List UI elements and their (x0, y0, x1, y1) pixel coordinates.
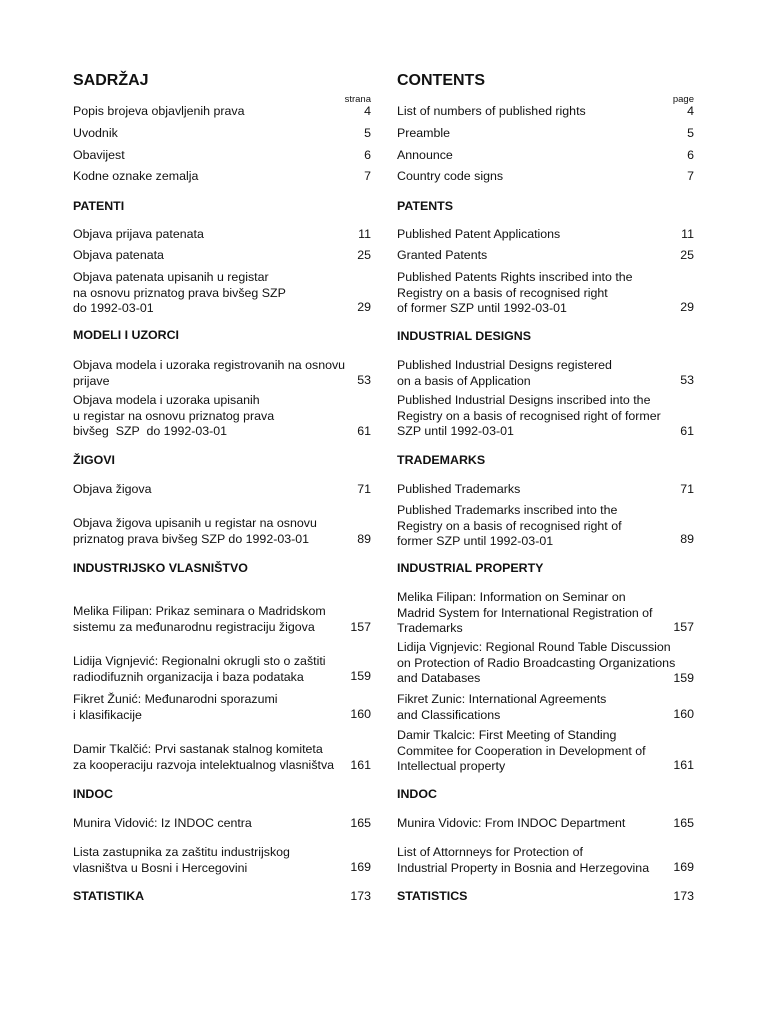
toc-page: 161 (673, 758, 694, 772)
toc-entry: Lidija Vignjevic: Regional Round Table Discussion on Protection of Radio Broadcasting Organizations and Databases (397, 640, 676, 685)
section-heading: MODELI I UZORCI (73, 328, 180, 342)
section-heading: INDUSTRIAL DESIGNS (397, 329, 532, 343)
page-column-label: strana (344, 94, 371, 105)
page-title: SADRŽAJ (73, 72, 149, 89)
toc-page: 89 (357, 532, 371, 546)
toc-page: 7 (364, 169, 371, 183)
section-heading: PATENTI (73, 199, 125, 213)
section-heading: INDOC (397, 787, 437, 801)
toc-entry: Lidija Vignjević: Regionalni okrugli sto o zaštiti radiodifuznih organizacija i baza podataka (73, 654, 326, 684)
toc-entry: Preamble (397, 126, 451, 140)
toc-page: 11 (358, 227, 371, 241)
toc-page: 61 (680, 424, 694, 438)
toc-page: 6 (687, 148, 694, 162)
toc-page: 173 (673, 889, 694, 903)
section-heading: ŽIGOVI (73, 453, 115, 467)
toc-page: 53 (357, 373, 371, 387)
toc-page: 61 (357, 424, 371, 438)
toc-page: 11 (681, 227, 694, 241)
section-heading: INDUSTRIJSKO VLASNIŠTVO (73, 561, 248, 575)
toc-page: 4 (364, 104, 371, 118)
section-heading: INDUSTRIAL PROPERTY (397, 561, 544, 575)
toc-page: 159 (350, 669, 371, 683)
section-heading: TRADEMARKS (397, 453, 486, 467)
toc-page: 4 (687, 104, 694, 118)
toc-entry: Announce (397, 148, 453, 162)
toc-entry: Objava patenata (73, 248, 164, 262)
toc-entry: Munira Vidović: Iz INDOC centra (73, 816, 252, 830)
page-title: CONTENTS (397, 72, 485, 89)
toc-entry: List of Attornneys for Protection of Industrial Property in Bosnia and Herzegovina (397, 845, 650, 875)
toc-page: 5 (364, 126, 371, 140)
toc-entry: Published Industrial Designs inscribed into the Registry on a basis of recognised right of former SZP until 1992-03-01 (397, 393, 661, 438)
toc-page: 157 (350, 620, 371, 634)
toc-entry: Granted Patents (397, 248, 488, 262)
toc-page: 169 (673, 860, 694, 874)
toc-page: 6 (364, 148, 371, 162)
toc-page: 5 (687, 126, 694, 140)
toc-entry: Uvodnik (73, 126, 118, 140)
section-heading: INDOC (73, 787, 113, 801)
toc-page: 71 (357, 482, 371, 496)
toc-entry: Published Trademarks inscribed into the Registry on a basis of recognised right of former SZP until 1992-03-01 (397, 503, 622, 548)
section-heading: PATENTS (397, 199, 453, 213)
toc-entry: Melika Filipan: Information on Seminar on Madrid System for International Registration of Trademarks (397, 590, 653, 635)
toc-page: 29 (357, 300, 371, 314)
toc-entry: Objava patenata upisanih u registar na osnovu priznatog prava bivšeg SZP do 1992-03-01 (73, 270, 286, 315)
toc-page: 53 (680, 373, 694, 387)
toc-page: 7 (687, 169, 694, 183)
toc-page: 71 (680, 482, 694, 496)
toc-page: 160 (350, 707, 371, 721)
toc-entry: Munira Vidovic: From INDOC Department (397, 816, 626, 830)
toc-entry: Published Patents Rights inscribed into the Registry on a basis of recognised right of former SZP until 1992-03-01 (397, 270, 633, 315)
toc-page: 169 (350, 860, 371, 874)
section-heading: STATISTIKA (73, 889, 145, 903)
toc-entry: Obavijest (73, 148, 125, 162)
toc-entry: Kodne oznake zemalja (73, 169, 199, 183)
toc-entry: Melika Filipan: Prikaz seminara o Madridskom sistemu za međunarodnu registraciju žigova (73, 604, 326, 634)
toc-page: 25 (680, 248, 694, 262)
toc-entry: Damir Tkalcic: First Meeting of Standing Commitee for Cooperation in Development of Intellectual property (397, 728, 646, 773)
toc-page: 173 (350, 889, 371, 903)
toc-entry: Objava žigova upisanih u registar na osnovu priznatog prava bivšeg SZP do 1992-03-01 (73, 516, 317, 546)
toc-entry: Country code signs (397, 169, 504, 183)
toc-page: 165 (350, 816, 371, 830)
toc-entry: Published Patent Applications (397, 227, 561, 241)
toc-entry: Objava modela i uzoraka upisanih u registar na osnovu priznatog prava bivšeg SZP do 1992-03-01 (73, 393, 275, 438)
toc-page: 25 (357, 248, 371, 262)
toc-entry: Objava prijava patenata (73, 227, 204, 241)
toc-page: 161 (350, 758, 371, 772)
toc-entry: Popis brojeva objavljenih prava (73, 104, 245, 118)
toc-entry: Damir Tkalčić: Prvi sastanak stalnog komiteta za kooperaciju razvoja intelektualnog vlasništva (73, 742, 335, 772)
section-heading: STATISTICS (397, 889, 468, 903)
toc-entry: List of numbers of published rights (397, 104, 586, 118)
toc-entry: Objava žigova (73, 482, 152, 496)
toc-entry: Lista zastupnika za zaštitu industrijskog vlasništva u Bosni i Hercegovini (73, 845, 290, 875)
toc-entry: Published Industrial Designs registered on a basis of Application (397, 358, 612, 388)
toc-entry: Published Trademarks (397, 482, 521, 496)
toc-entry: Objava modela i uzoraka registrovanih na osnovu prijave (73, 358, 346, 388)
toc-page: 165 (673, 816, 694, 830)
toc-page: 89 (680, 532, 694, 546)
toc-page: 29 (680, 300, 694, 314)
toc-entry: Fikret Zunic: International Agreements and Classifications (397, 692, 607, 722)
page-column-label: page (672, 94, 694, 105)
toc-page: 159 (673, 671, 694, 685)
toc-page: 160 (673, 707, 694, 721)
toc-entry: Fikret Žunić: Međunarodni sporazumi i klasifikacije (73, 692, 278, 722)
toc-page: 157 (673, 620, 694, 634)
